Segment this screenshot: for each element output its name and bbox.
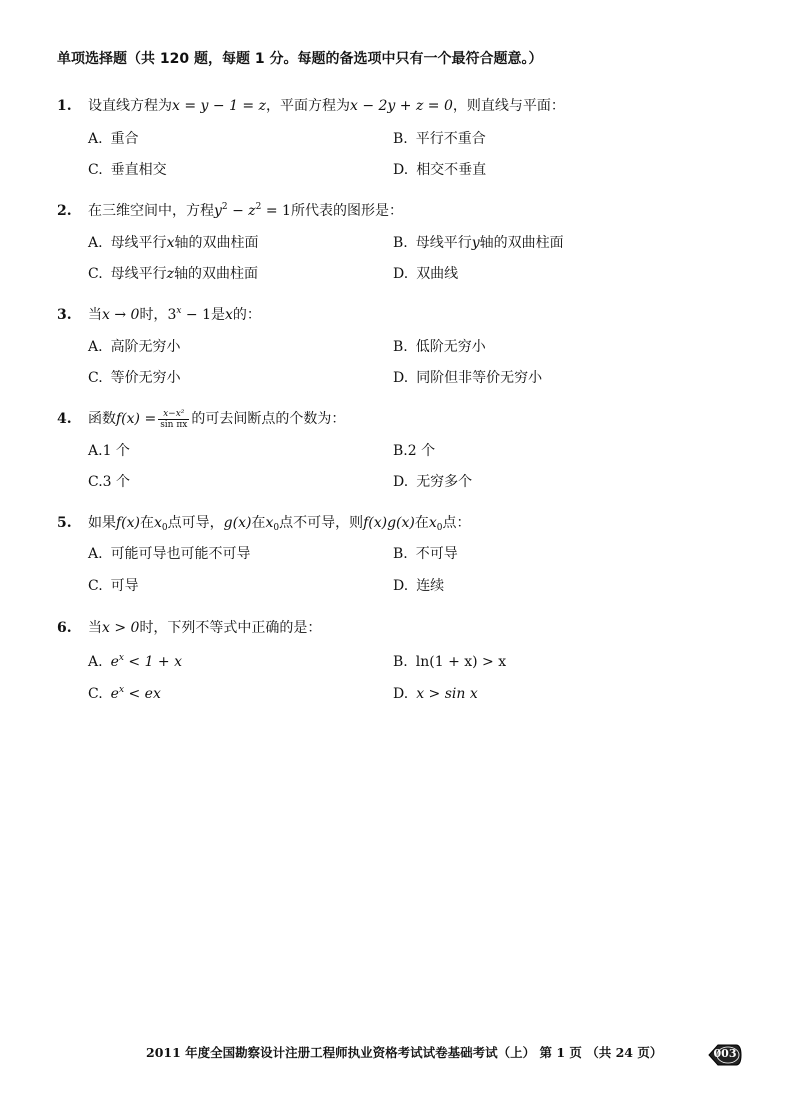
section-heading: 单项选择题（共 120 题，每题 1 分。每题的备选项中只有一个最符合题意。）: [57, 51, 543, 67]
question-5: [57, 511, 757, 594]
question-stem: 当x → 0时，$3^x - 1$是x的：: [88, 306, 261, 323]
question-number: 5.: [57, 515, 72, 531]
option-d: D. x > sin x: [393, 686, 478, 702]
option-a: A. 高阶无穷小: [88, 339, 181, 355]
question-stem: 当x > 0时，下列不等式中正确的是：: [88, 620, 322, 636]
option-b: B. 母线平行y轴的双曲柱面: [393, 235, 564, 251]
question-number: 1.: [57, 98, 72, 114]
option-a: A. 母线平行x轴的双曲柱面: [88, 235, 259, 251]
question-number: 6.: [57, 620, 72, 636]
question-3: [57, 303, 757, 386]
option-c: C. 可导: [88, 578, 139, 594]
question-stem: 函数f(x) = $\frac{\text{x−x²}}{\text{sin πx}}$ 的可去间断点的个数为：: [88, 408, 346, 430]
option-a: A.1 个: [88, 443, 130, 459]
page-number-badge: [708, 1043, 742, 1067]
option-d: D. 同阶但非等价无穷小: [393, 370, 543, 386]
option-d: D. 无穷多个: [393, 474, 473, 490]
fraction: $\frac{\text{x−x²}}{\text{sin πx}}$: [160, 408, 188, 430]
option-a: A. $e^x < 1 + x$: [88, 653, 183, 670]
question-number: 3.: [57, 307, 72, 323]
question-1: [57, 94, 757, 178]
question-stem: 在三维空间中，方程$y^2 - z^2 = 1$所代表的图形是：: [88, 202, 403, 219]
option-a: A. 可能可导也可能不可导: [88, 546, 251, 562]
question-6: [57, 616, 757, 702]
option-c: C. 母线平行z轴的双曲柱面: [88, 266, 259, 282]
page-badge-number: 003: [713, 1047, 737, 1060]
question-number: 4.: [57, 411, 72, 427]
option-c: C.3 个: [88, 474, 131, 490]
option-b: B.2 个: [393, 443, 436, 459]
page-footer: 2011 年度全国勘察设计注册工程师执业资格考试试卷基础考试（上） 第 1 页 （共 24 页）: [146, 1045, 663, 1060]
option-b: B. ln(1 + x) > x: [393, 654, 507, 670]
question-number: 2.: [57, 203, 72, 219]
option-c: C. 等价无穷小: [88, 370, 181, 386]
option-d: D. 连续: [393, 578, 445, 594]
option-b: B. 低阶无穷小: [393, 339, 486, 355]
option-c: C. 垂直相交: [88, 162, 167, 178]
question-4: [57, 405, 757, 490]
question-stem: 如果f(x)在$x_0$点可导，g(x)在$x_0$点不可导，则f(x)g(x)在$x_0$点：: [88, 515, 471, 533]
option-a: A. 重合: [88, 131, 139, 147]
option-b: B. 不可导: [393, 546, 458, 562]
question-2: [57, 199, 757, 282]
option-b: B. 平行不重合: [393, 131, 486, 147]
option-c: C. $e^x$ < ex: [88, 685, 161, 702]
question-stem: 设直线方程为x = y − 1 = z，平面方程为x − 2y + z = 0，则直线与平面：: [88, 98, 565, 114]
option-d: D. 相交不垂直: [393, 162, 487, 178]
option-d: D. 双曲线: [393, 266, 459, 282]
